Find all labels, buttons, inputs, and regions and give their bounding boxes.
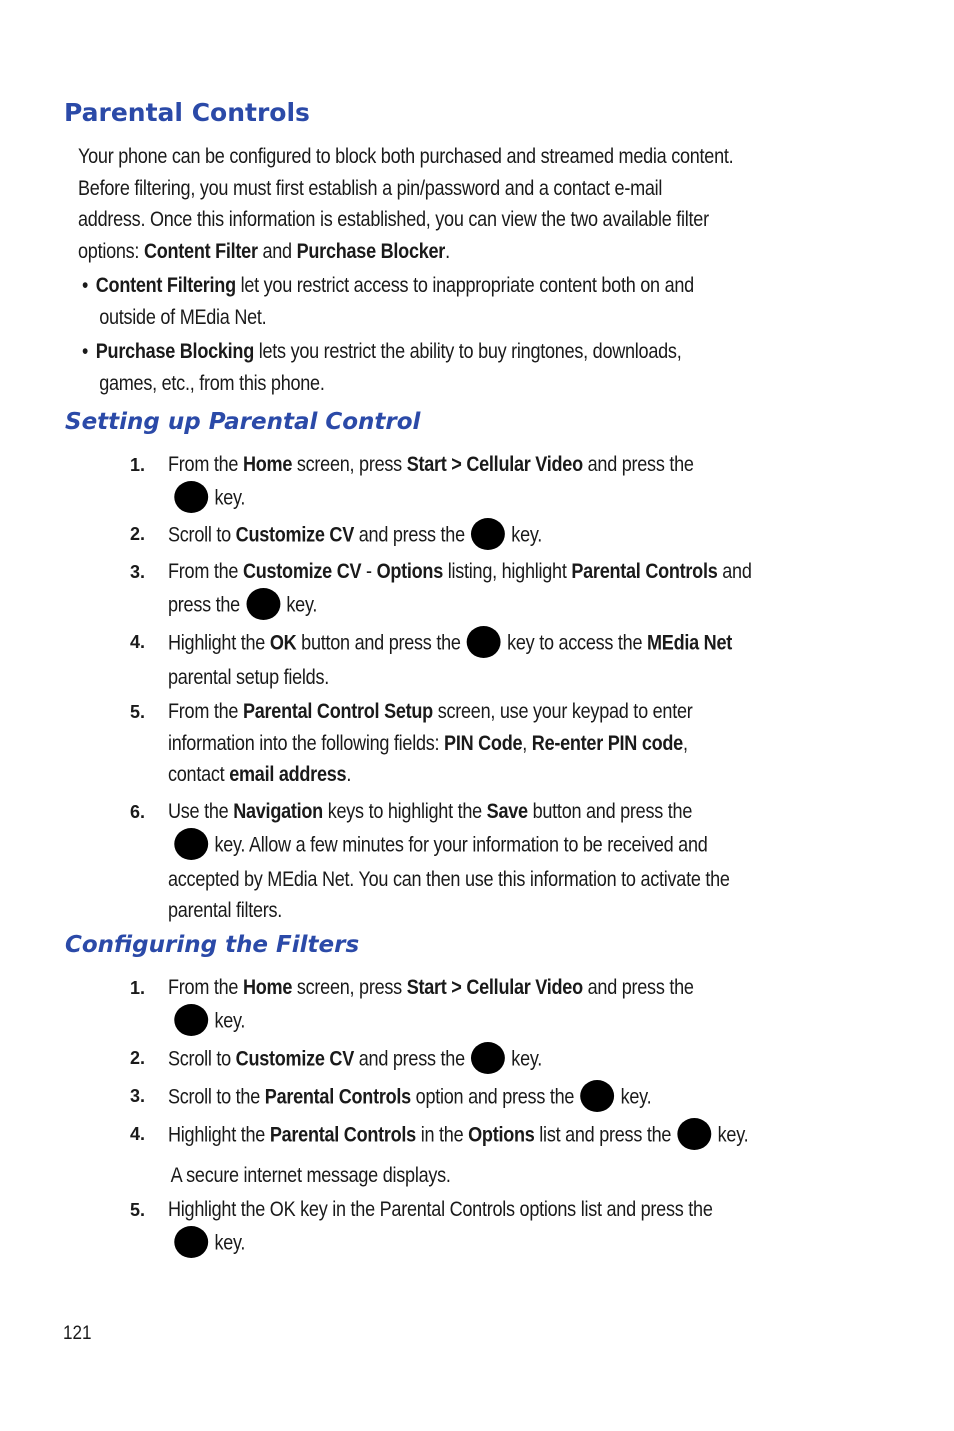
step-number: 1. [130, 978, 146, 998]
intro-line: options: Content Filter and Purchase Blocker. [78, 239, 450, 263]
ok-key-icon [246, 588, 280, 620]
bullet-item: • Content Filtering let you restrict access to inappropriate content both on and outside of MEdia Net. [82, 274, 694, 329]
ok-key-icon [174, 481, 208, 513]
ok-key-icon [174, 1226, 208, 1258]
intro-line: Before filtering, you must first establish a pin/password and a contact e-mail [78, 176, 663, 200]
setup-step-4: Highlight the OK button and press the key to access the MEdia Net parental setup fields. [168, 626, 873, 694]
config-step-4: Highlight the Parental Controls in the Options list and press the key. A secure internet message displays. [168, 1118, 873, 1192]
step-number: 2. [130, 1048, 146, 1068]
ok-key-icon [174, 1004, 208, 1036]
step-number: 6. [130, 802, 146, 822]
setup-step-6: Use the Navigation keys to highlight the Save button and press the key. Allow a few minutes for your information to be received and accepted by MEdia Net. You can then use this information to activate the parental filters. [168, 800, 730, 922]
ok-key-icon [471, 518, 505, 550]
setup-step-3: From the Customize CV - Options listing, highlight Parental Controls and press the key. [168, 556, 873, 624]
step-number: 5. [130, 702, 146, 722]
step-number: 3. [130, 1086, 146, 1106]
ok-key-icon [174, 828, 208, 860]
ok-key-icon [677, 1118, 711, 1150]
step-number: 4. [130, 1124, 146, 1144]
setup-step-5: From the Parental Control Setup screen, use your keypad to enter information into the following fields: PIN Code, Re-enter PIN code, contact email address. [168, 700, 693, 786]
config-heading: Configuring the Filters [65, 932, 360, 958]
step-number: 2. [130, 524, 146, 544]
ok-key-icon [580, 1080, 614, 1112]
page-title: Parental Controls [64, 98, 310, 127]
intro-line: address. Once this information is established, you can view the two available filter [78, 208, 709, 231]
setup-step-1: From the Home screen, press Start > Cellular Video and press the key. [168, 449, 873, 517]
config-step-5: Highlight the OK key in the Parental Controls options list and press the key. [168, 1194, 873, 1262]
page-number: 121 [63, 1323, 92, 1344]
ok-key-icon [471, 1042, 505, 1074]
setup-heading: Setting up Parental Control [65, 409, 421, 435]
step-number: 1. [130, 455, 146, 475]
intro-paragraph [78, 141, 766, 267]
step-number: 4. [130, 632, 146, 652]
config-step-3: Scroll to the Parental Controls option and press the key. [168, 1080, 873, 1116]
config-step-2: Scroll to Customize CV and press the key. [168, 1042, 873, 1078]
setup-step-2: Scroll to Customize CV and press the key. [168, 518, 873, 554]
step-number: 3. [130, 562, 146, 582]
bullet-item: • Purchase Blocking lets you restrict the ability to buy ringtones, downloads, games, etc., from this phone. [82, 340, 682, 395]
step-number: 5. [130, 1200, 146, 1220]
config-step-1: From the Home screen, press Start > Cellular Video and press the key. [168, 972, 873, 1040]
ok-key-icon [467, 626, 501, 658]
intro-line: Your phone can be configured to block both purchased and streamed media content. [78, 145, 734, 168]
